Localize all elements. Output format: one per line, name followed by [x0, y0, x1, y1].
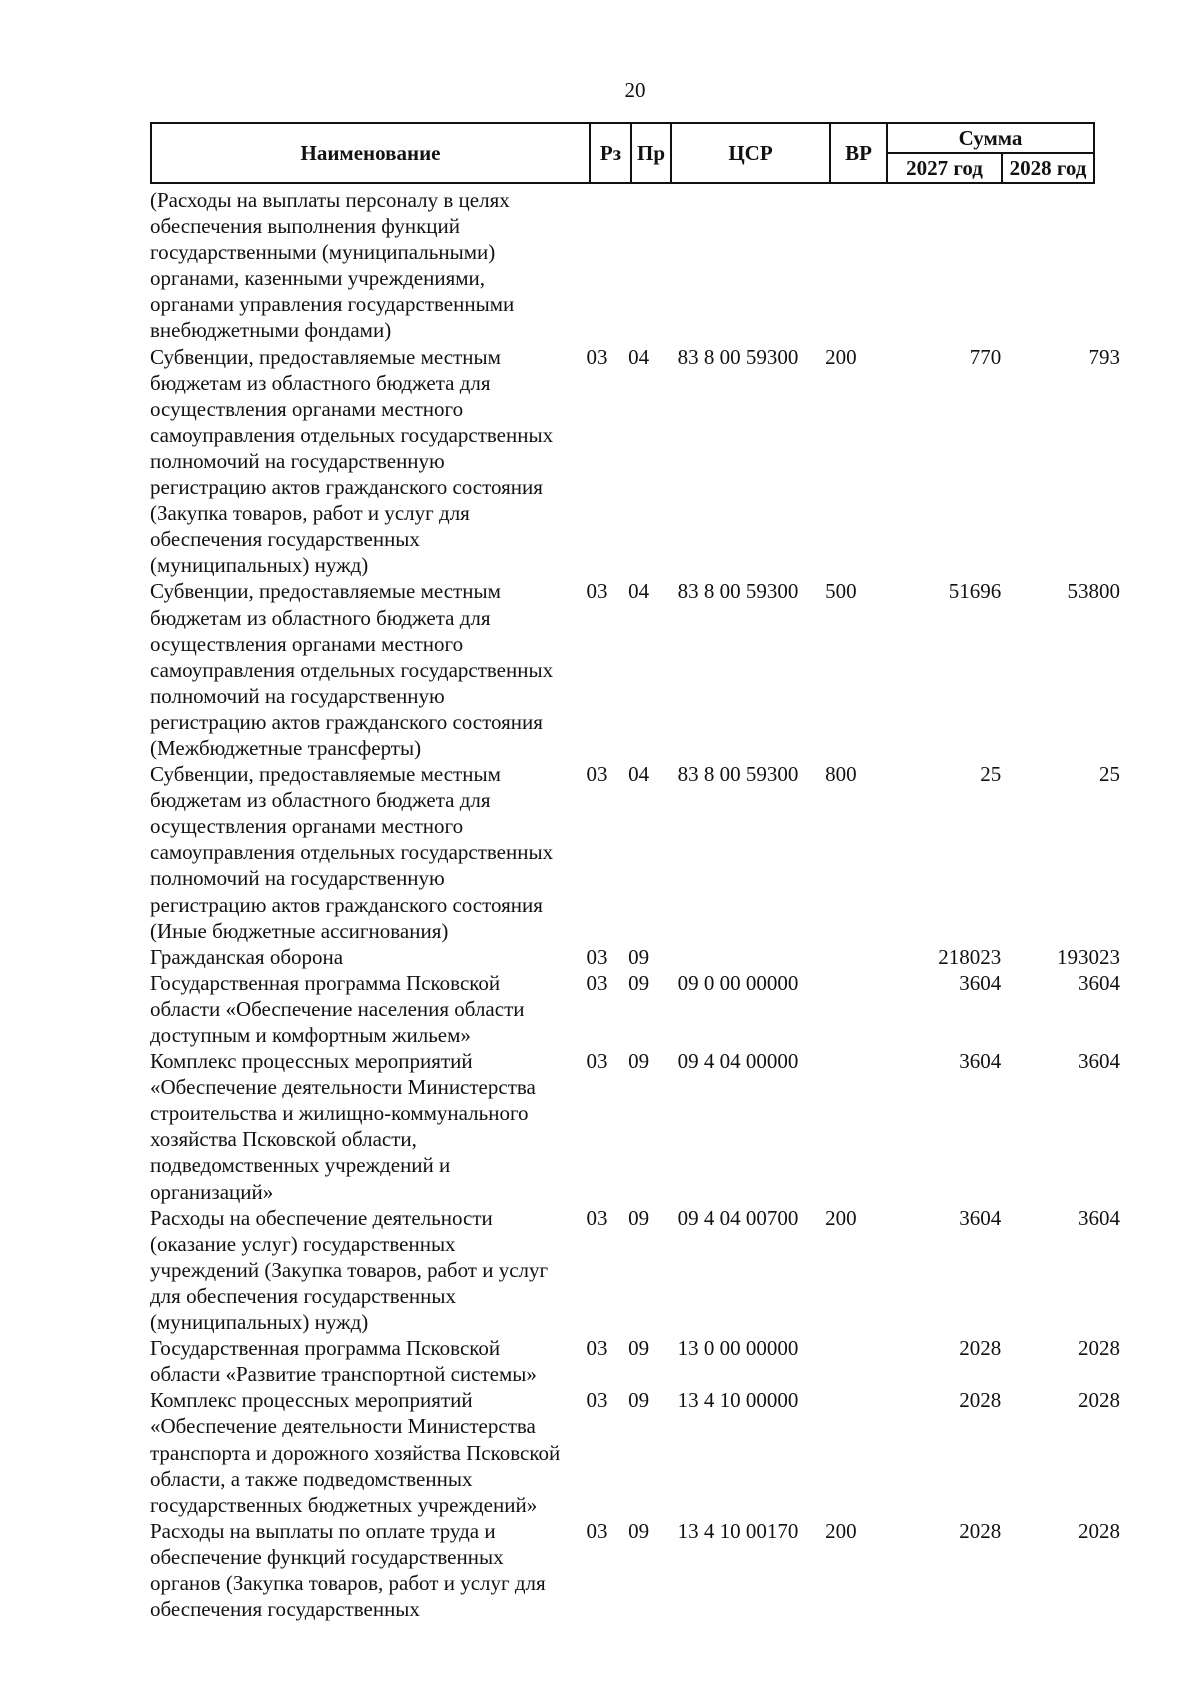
- row-name: [150, 344, 575, 579]
- row-name-line: доступным и комфортным жильем»: [150, 1023, 471, 1047]
- row-sum-2028: 53800: [1067, 579, 1120, 604]
- row-vr: 800: [825, 762, 857, 787]
- row-vr: 200: [825, 1518, 857, 1543]
- row-rz: 03: [586, 1518, 608, 1543]
- row-vr: [823, 970, 874, 1048]
- row-name-line: области «Обеспечение населения области: [150, 996, 525, 1021]
- row-name-line: органами управления государственными: [150, 292, 515, 317]
- row-name-line: регистрацию актов гражданского состояния: [150, 475, 543, 500]
- row-name: [150, 944, 575, 970]
- row-csr: 13 4 10 00170: [677, 1518, 799, 1543]
- row-pr: 04: [628, 579, 650, 604]
- header-vr: ВР: [830, 123, 887, 183]
- row-name-line: самоуправления отдельных государственных: [150, 840, 554, 865]
- row-pr: 09: [628, 944, 650, 969]
- row-csr: 83 8 00 59300: [677, 762, 799, 787]
- row-rz: [575, 187, 622, 344]
- row-name-line: хозяйства Псковской области,: [150, 1127, 417, 1152]
- header-year-2027: 2027 год: [887, 153, 1002, 183]
- row-name-line: транспорта и дорожного хозяйства Псковской: [150, 1440, 561, 1465]
- row-name-line: (Межбюджетные трансферты): [150, 735, 422, 760]
- row-name-line: (муниципальных) нужд): [150, 1310, 369, 1335]
- row-name-line: обеспечение функций государственных: [150, 1544, 504, 1569]
- row-csr: 83 8 00 59300: [677, 344, 799, 369]
- row-name-line: Расходы на выплаты по оплате труда и: [150, 1518, 496, 1543]
- row-name-line: организаций»: [150, 1179, 274, 1204]
- row-name: [150, 1387, 575, 1517]
- header-pr: Пр: [631, 123, 671, 183]
- row-csr: 09 4 04 00000: [677, 1049, 799, 1074]
- row-sum-2028: 2028: [1077, 1518, 1120, 1543]
- table-row: [150, 344, 1120, 579]
- row-rz: 03: [586, 344, 608, 369]
- row-sum-2028: 3604: [1077, 970, 1120, 995]
- row-name-line: (Иные бюджетные ассигнования): [150, 918, 449, 943]
- row-name-line: (Закупка товаров, работ и услуг для: [150, 501, 470, 526]
- table-row: [150, 1387, 1120, 1517]
- row-csr: 09 0 00 00000: [677, 970, 799, 995]
- table-header: [150, 122, 1095, 184]
- row-sum-2027: 218023: [938, 944, 1002, 969]
- table-row: [150, 1048, 1120, 1205]
- row-vr: [823, 1387, 874, 1517]
- row-vr: [823, 944, 874, 970]
- row-name-line: осуществления органами местного: [150, 814, 464, 839]
- row-csr: [665, 187, 823, 344]
- row-pr: 04: [628, 762, 650, 787]
- row-name-line: полномочий на государственную: [150, 683, 445, 708]
- row-name-line: «Обеспечение деятельности Министерства: [150, 1414, 536, 1439]
- row-name-line: регистрацию актов гражданского состояния: [150, 892, 543, 917]
- row-vr: [823, 1048, 874, 1205]
- row-name-line: государственными (муниципальными): [150, 240, 496, 265]
- row-name-line: (муниципальных) нужд): [150, 553, 369, 578]
- row-name-line: Субвенции, предоставляемые местным: [150, 344, 501, 369]
- row-name-line: бюджетам из областного бюджета для: [150, 788, 491, 813]
- row-name-line: «Обеспечение деятельности Министерства: [150, 1075, 536, 1100]
- header-year-2028: 2028 год: [1002, 153, 1094, 183]
- row-csr: 83 8 00 59300: [677, 579, 799, 604]
- row-vr: 200: [825, 1205, 857, 1230]
- row-name-line: области, а также подведомственных: [150, 1466, 473, 1491]
- row-csr: 09 4 04 00700: [677, 1205, 799, 1230]
- row-name: [150, 970, 575, 1048]
- row-pr: [622, 187, 665, 344]
- row-name-line: Расходы на обеспечение деятельности: [150, 1205, 493, 1230]
- row-name-line: (Расходы на выплаты персоналу в целях: [150, 188, 510, 212]
- row-sum-2027: 25: [980, 762, 1002, 787]
- row-name-line: Комплекс процессных мероприятий: [150, 1049, 473, 1074]
- table-row: [150, 944, 1120, 970]
- row-rz: 03: [586, 1205, 608, 1230]
- row-name: [150, 1048, 575, 1205]
- row-csr: 13 0 00 00000: [677, 1336, 799, 1361]
- row-sum-2027: 2028: [959, 1388, 1002, 1413]
- row-name-line: (оказание услуг) государственных: [150, 1231, 456, 1256]
- row-pr: 09: [628, 1205, 650, 1230]
- row-sum-2028: 2028: [1077, 1336, 1120, 1361]
- row-sum-2028: 793: [1088, 344, 1120, 369]
- row-pr: 09: [628, 1518, 650, 1543]
- row-rz: 03: [586, 762, 608, 787]
- row-name-line: полномочий на государственную: [150, 448, 445, 473]
- row-name-line: бюджетам из областного бюджета для: [150, 370, 491, 395]
- row-name-line: обеспечения выполнения функций: [150, 214, 461, 239]
- table-row: [150, 578, 1120, 761]
- table-row: [150, 1518, 1120, 1622]
- row-rz: 03: [586, 1388, 608, 1413]
- row-sum-2028: 3604: [1077, 1049, 1120, 1074]
- row-name-line: для обеспечения государственных: [150, 1283, 456, 1308]
- row-vr: [823, 187, 874, 344]
- row-sum-2027: 51696: [948, 579, 1002, 604]
- header-sum: Сумма: [887, 123, 1094, 153]
- row-name-line: регистрацию актов гражданского состояния: [150, 709, 543, 734]
- row-name-line: бюджетам из областного бюджета для: [150, 605, 491, 630]
- row-sum-2027: 3604: [959, 1049, 1002, 1074]
- table-row: [150, 1205, 1120, 1335]
- row-sum-2028: 25: [1098, 762, 1120, 787]
- row-sum-2028: 3604: [1077, 1205, 1120, 1230]
- row-sum-2027: 3604: [959, 970, 1002, 995]
- row-rz: 03: [586, 1049, 608, 1074]
- row-name-line: самоуправления отдельных государственных: [150, 422, 554, 447]
- page-number: 20: [624, 78, 646, 102]
- header-rz: Рз: [590, 123, 631, 183]
- row-name-line: Субвенции, предоставляемые местным: [150, 762, 501, 787]
- row-name: [150, 1205, 575, 1335]
- row-rz: 03: [586, 1336, 608, 1361]
- header-name: Наименование: [151, 123, 590, 183]
- table-row: [150, 187, 1120, 344]
- row-name-line: полномочий на государственную: [150, 866, 445, 891]
- row-name-line: осуществления органами местного: [150, 396, 464, 421]
- row-name-line: осуществления органами местного: [150, 631, 464, 656]
- row-name-line: подведомственных учреждений и: [150, 1153, 451, 1178]
- row-sum-2027: 2028: [959, 1336, 1002, 1361]
- row-name: [150, 761, 575, 944]
- row-pr: 09: [628, 1049, 650, 1074]
- row-pr: 09: [628, 1336, 650, 1361]
- row-sum-2027: 770: [969, 344, 1002, 369]
- row-rz: 03: [586, 970, 608, 995]
- row-name-line: обеспечения государственных: [150, 1597, 420, 1622]
- row-sum-2027: 2028: [959, 1518, 1002, 1543]
- row-sum-2027: 3604: [959, 1205, 1002, 1230]
- row-name-line: Комплекс процессных мероприятий: [150, 1388, 473, 1413]
- row-name-line: учреждений (Закупка товаров, работ и услуг: [150, 1257, 549, 1282]
- row-rz: 03: [586, 579, 608, 604]
- table-row: [150, 970, 1120, 1048]
- row-name: [150, 1518, 575, 1622]
- row-name: [150, 578, 575, 761]
- row-pr: 09: [628, 970, 650, 995]
- row-pr: 09: [628, 1388, 650, 1413]
- row-sum-2028: [1005, 187, 1120, 344]
- row-name-line: органов (Закупка товаров, работ и услуг для: [150, 1570, 546, 1595]
- row-name-line: Государственная программа Псковской: [150, 970, 501, 995]
- row-name-line: области «Развитие транспортной системы»: [150, 1362, 537, 1387]
- row-name-line: Субвенции, предоставляемые местным: [150, 579, 501, 604]
- row-sum-2027: [875, 187, 1006, 344]
- row-name-line: государственных бюджетных учреждений»: [150, 1492, 538, 1517]
- row-csr: 13 4 10 00000: [677, 1388, 799, 1413]
- row-csr: [665, 944, 823, 970]
- row-name-line: обеспечения государственных: [150, 527, 420, 552]
- row-sum-2028: 2028: [1077, 1388, 1120, 1413]
- table-body: [150, 187, 1120, 1622]
- row-pr: 04: [628, 344, 650, 369]
- row-name: [150, 1335, 575, 1387]
- table-row: [150, 761, 1120, 944]
- row-name-line: строительства и жилищно-коммунального: [150, 1101, 529, 1126]
- row-name-line: внебюджетными фондами): [150, 318, 392, 343]
- row-vr: 200: [825, 344, 857, 369]
- row-name-line: Государственная программа Псковской: [150, 1336, 501, 1361]
- header-csr: ЦСР: [671, 123, 830, 183]
- row-vr: [823, 1335, 874, 1387]
- row-name-line: органами, казенными учреждениями,: [150, 266, 486, 291]
- row-name: [150, 187, 575, 344]
- table-row: [150, 1335, 1120, 1387]
- row-rz: 03: [586, 944, 608, 969]
- row-name-line: самоуправления отдельных государственных: [150, 657, 554, 682]
- row-sum-2028: 193023: [1056, 944, 1120, 969]
- row-name-line: Гражданская оборона: [150, 944, 344, 969]
- row-vr: 500: [825, 579, 857, 604]
